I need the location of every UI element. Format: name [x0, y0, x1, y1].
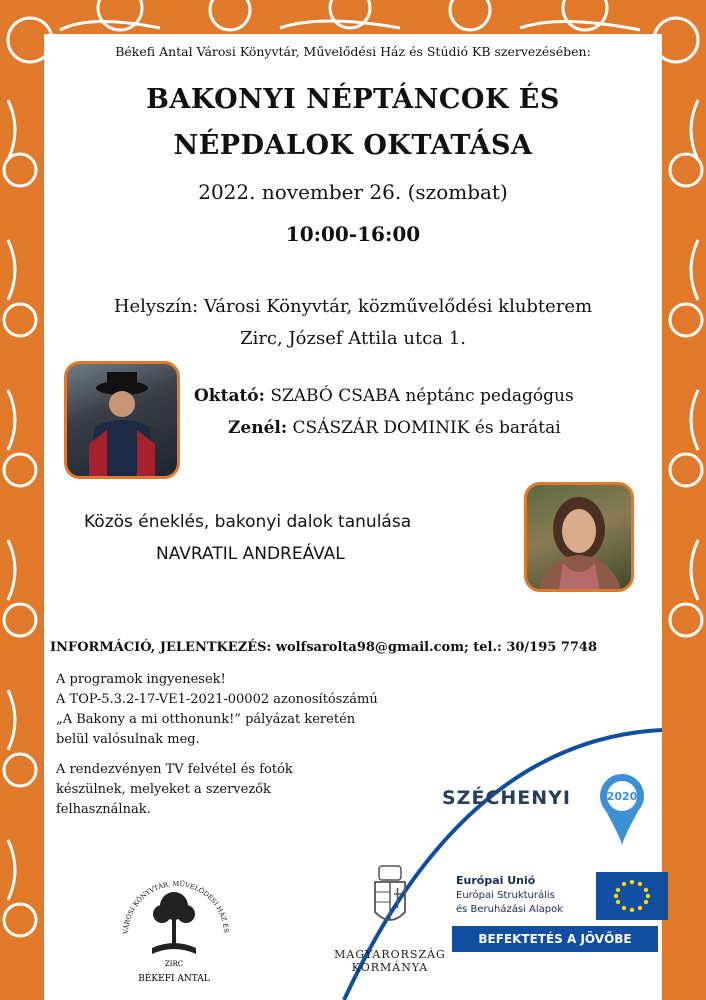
- title-line-2: NÉPDALOK OKTATÁSA: [173, 130, 533, 161]
- eu-box: [452, 872, 664, 920]
- event-date: 2022. november 26. (szombat): [198, 180, 508, 204]
- singer-photo: [524, 482, 634, 592]
- music-line: [228, 418, 561, 438]
- szechenyi-word: SZÉCHENYI: [442, 787, 571, 809]
- notes-line-1: A programok ingyenesek!: [56, 672, 226, 687]
- music-value: CSÁSZÁR DOMINIK és barátai: [287, 418, 561, 438]
- library-logo-name: BÉKEFI ANTAL: [138, 974, 210, 984]
- library-logo-graphic: [114, 864, 238, 988]
- event-time: 10:00-16:00: [285, 222, 421, 246]
- singer-silhouette: [527, 485, 631, 589]
- notes-line-4: belül valósulnak meg.: [56, 732, 200, 747]
- library-logo: [114, 864, 238, 988]
- teacher-photo: [64, 361, 180, 479]
- eu-line-1: Európai Unió: [456, 874, 536, 887]
- title-line-1: BAKONYI NÉPTÁNCOK ÉS: [146, 84, 560, 115]
- content-panel: [44, 34, 662, 1000]
- notes-line-3: „A Bakony a mi otthonunk!” pályázat keretén: [56, 712, 356, 727]
- location-line-2: Zirc, József Attila utca 1.: [240, 328, 466, 349]
- eu-slogan-bar: BEFEKTETÉS A JÖVŐBE: [452, 926, 658, 952]
- szechenyi-logo: [442, 770, 652, 854]
- singing-line-1: Közös éneklés, bakonyi dalok tanulása: [84, 512, 412, 532]
- teacher-silhouette: [67, 364, 177, 476]
- teacher-line: [194, 386, 574, 406]
- eu-line-2: Európai Strukturális: [456, 890, 555, 901]
- notes-line-6: készülnek, melyeket a szervezők: [56, 782, 271, 797]
- coat-of-arms-icon: [330, 862, 450, 942]
- notes-line-7: felhasználnak.: [56, 802, 151, 817]
- location-line-1: Helyszín: Városi Könyvtár, közművelődési klubterem: [113, 296, 593, 317]
- eu-logo: [452, 872, 664, 952]
- music-label: Zenél:: [228, 418, 288, 438]
- organizer-text: Békefi Antal Városi Könyvtár, Művelődési Ház és Stúdió KB szervezésében:: [115, 44, 591, 59]
- info-contact: INFORMÁCIÓ, JELENTKEZÉS: wolfsarolta98@gmail.com; tel.: 30/195 7748: [50, 640, 598, 655]
- government-logo: [330, 862, 450, 974]
- notes-line-5: A rendezvényen TV felvétel és fotók: [56, 762, 293, 777]
- government-line-2: KORMÁNYA: [351, 961, 429, 974]
- szechenyi-year: 2020: [606, 790, 638, 803]
- eu-flag-icon: [596, 872, 668, 920]
- szechenyi-logo-graphic: [442, 770, 652, 850]
- teacher-value: SZABÓ CSABA néptánc pedagógus: [264, 386, 574, 406]
- singing-line-2: NAVRATIL ANDREÁVAL: [156, 544, 345, 564]
- government-line-1: MAGYARORSZÁG: [334, 948, 446, 961]
- library-logo-arc: VÁROSI KÖNYVTÁR, MŰVELŐDÉSI HÁZ ÉS: [121, 879, 231, 935]
- teacher-label: Oktató:: [194, 386, 265, 406]
- library-logo-town: ZIRC: [164, 960, 184, 968]
- eu-line-3: és Beruházási Alapok: [456, 904, 564, 915]
- notes-line-2: A TOP-5.3.2-17-VE1-2021-00002 azonosítószámú: [56, 692, 378, 707]
